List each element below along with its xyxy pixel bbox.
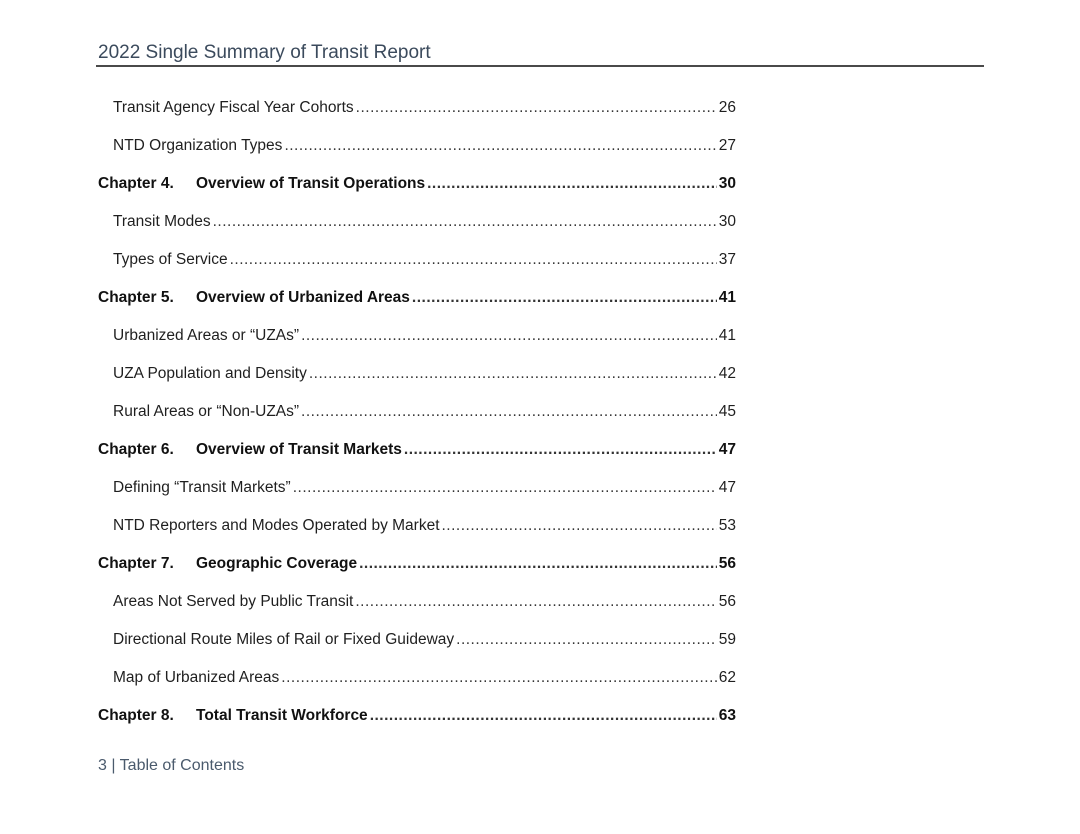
- header-divider: [96, 65, 984, 67]
- toc-entry-title: UZA Population and Density: [113, 365, 307, 382]
- dot-leader: [370, 705, 717, 727]
- toc-entry[interactable]: [113, 97, 736, 119]
- toc-entry[interactable]: [113, 325, 736, 347]
- dot-leader: [412, 287, 717, 309]
- toc-entry-title: Directional Route Miles of Rail or Fixed Guideway: [113, 631, 455, 648]
- toc-entry-page: 45: [718, 403, 736, 420]
- toc-entry-page: 56: [718, 593, 736, 610]
- toc-entry-title: Geographic Coverage: [196, 555, 358, 572]
- toc-entry-page: 63: [718, 707, 736, 724]
- page-header-title: 2022 Single Summary of Transit Report: [98, 42, 431, 63]
- toc-chapter-entry[interactable]: [98, 287, 736, 309]
- toc-entry-page: 53: [718, 517, 736, 534]
- dot-leader: [309, 363, 717, 385]
- chapter-number: Chapter 7.: [98, 555, 174, 572]
- toc-entry-page: 47: [718, 441, 736, 458]
- toc-entry[interactable]: [113, 249, 736, 271]
- toc-chapter-entry[interactable]: [98, 173, 736, 195]
- dot-leader: [230, 249, 717, 271]
- toc-chapter-entry[interactable]: [98, 439, 736, 461]
- dot-leader: [356, 97, 717, 119]
- toc-entry-title: Overview of Transit Operations: [196, 175, 426, 192]
- page-footer: [98, 757, 244, 775]
- dot-leader: [301, 325, 717, 347]
- chapter-number: Chapter 5.: [98, 289, 174, 306]
- toc-entry-page: 27: [718, 137, 736, 154]
- toc-entry-page: 30: [718, 175, 736, 192]
- dot-leader: [427, 173, 717, 195]
- toc-entry-title: Map of Urbanized Areas: [113, 669, 280, 686]
- toc-entry[interactable]: [113, 629, 736, 651]
- toc-entry-title: Overview of Urbanized Areas: [196, 289, 410, 306]
- toc-entry-page: 37: [718, 251, 736, 268]
- toc-entry-title: Rural Areas or “Non-UZAs”: [113, 403, 300, 420]
- toc-entry[interactable]: [113, 667, 736, 689]
- chapter-number: Chapter 4.: [98, 175, 174, 192]
- dot-leader: [456, 629, 717, 651]
- toc-entry-title: NTD Reporters and Modes Operated by Market: [113, 517, 440, 534]
- toc-entry-title: Types of Service: [113, 251, 228, 268]
- dot-leader: [284, 135, 716, 157]
- footer-section-title: Table of Contents: [119, 757, 245, 774]
- toc-chapter-entry[interactable]: [98, 705, 736, 727]
- toc-entry-title: Total Transit Workforce: [196, 707, 368, 724]
- dot-leader: [404, 439, 717, 461]
- toc-entry-title: Overview of Transit Markets: [196, 441, 402, 458]
- toc-entry-page: 26: [718, 99, 736, 116]
- chapter-number: Chapter 6.: [98, 441, 174, 458]
- dot-leader: [281, 667, 716, 689]
- dot-leader: [301, 401, 717, 423]
- toc-entry-page: 41: [718, 289, 736, 306]
- toc-entry[interactable]: [113, 401, 736, 423]
- dot-leader: [213, 211, 717, 233]
- toc-entry-title: Defining “Transit Markets”: [113, 479, 291, 496]
- footer-page-number: 3: [98, 757, 107, 774]
- dot-leader: [293, 477, 717, 499]
- toc-entry[interactable]: [113, 135, 736, 157]
- dot-leader: [442, 515, 717, 537]
- footer-separator: |: [111, 757, 116, 774]
- toc-entry-page: 42: [718, 365, 736, 382]
- toc-entry[interactable]: [113, 591, 736, 613]
- toc-entry-title: Transit Agency Fiscal Year Cohorts: [113, 99, 354, 116]
- toc-entry[interactable]: [113, 515, 736, 537]
- toc-entry-page: 41: [718, 327, 736, 344]
- toc-entry-page: 62: [718, 669, 736, 686]
- toc-entry-title: Areas Not Served by Public Transit: [113, 593, 354, 610]
- toc-entry-title: Transit Modes: [113, 213, 211, 230]
- toc-chapter-entry[interactable]: [98, 553, 736, 575]
- toc-entry[interactable]: [113, 477, 736, 499]
- toc-entry[interactable]: [113, 211, 736, 233]
- toc-entry-page: 56: [718, 555, 736, 572]
- chapter-number: Chapter 8.: [98, 707, 174, 724]
- toc-entry-title: Urbanized Areas or “UZAs”: [113, 327, 300, 344]
- toc-entry-page: 30: [718, 213, 736, 230]
- dot-leader: [355, 591, 716, 613]
- toc-entry-title: NTD Organization Types: [113, 137, 283, 154]
- toc-entry-page: 47: [718, 479, 736, 496]
- toc-entry[interactable]: [113, 363, 736, 385]
- dot-leader: [359, 553, 717, 575]
- toc-entry-page: 59: [718, 631, 736, 648]
